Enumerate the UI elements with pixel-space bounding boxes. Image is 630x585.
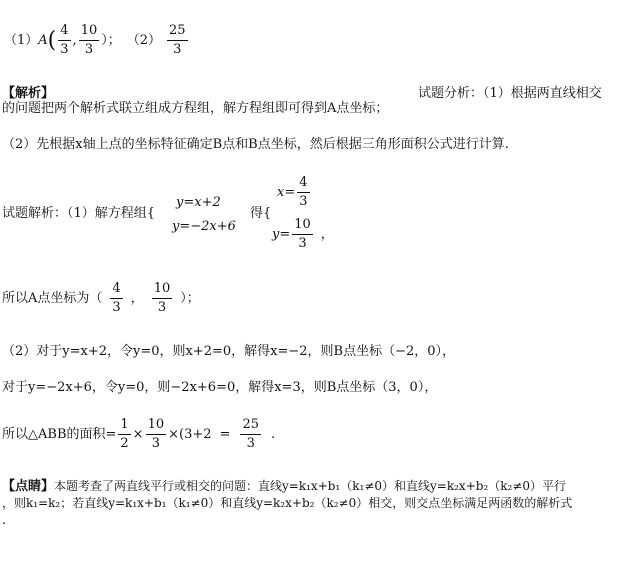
solution-coord-separator: ，	[130, 291, 144, 307]
solution-coord-close: ）；	[180, 291, 200, 307]
solution-coord-x-fraction	[110, 282, 122, 316]
answer-close-paren: ）；	[101, 33, 121, 49]
solution-area-text: 所以△ABB的面积=	[2, 427, 117, 443]
solution-area-line	[2, 418, 275, 452]
solution-x-result	[277, 176, 312, 210]
answer-area-denominator: 3	[173, 42, 182, 58]
solution-x-denominator: 3	[299, 194, 308, 210]
solution-x-lhs: x=	[277, 185, 296, 201]
answer-y-numerator: 10	[79, 24, 100, 41]
comment-line-1	[2, 480, 566, 493]
solution-area-f1-numerator: 1	[118, 418, 130, 435]
solution-area-result-denominator: 3	[246, 436, 255, 452]
answer-x-fraction	[58, 24, 70, 58]
answer-separator: ,	[72, 33, 77, 49]
solution-coord-y-denominator: 3	[157, 300, 167, 316]
solution-coord-line	[2, 282, 200, 316]
solution-get: 得{	[250, 206, 272, 221]
solution-equation-1: y=x+2	[176, 195, 221, 210]
solution-y-numerator: 10	[292, 218, 313, 235]
comment-heading: 【点睛】	[2, 479, 55, 494]
solution-y-lhs: y=	[272, 227, 291, 243]
analysis-intro-line2: 的问题把两个解析式联立组成方程组，解方程组即可得到A点坐标；	[2, 101, 389, 116]
answer-part2-label: （2）	[126, 33, 162, 49]
comment-line-2: ，则k₁=k₂；若直线y=k₁x+b₁（k₁≠0）和直线y=k₂x+b₂（k₂≠0）相交，则交点坐标满足两函数的解析式	[2, 496, 573, 510]
answer-x-numerator: 4	[58, 24, 70, 41]
comment-line-3: .	[2, 513, 7, 528]
solution-coord-y-fraction	[152, 282, 173, 316]
analysis-step2: （2）先根据x轴上点的坐标特征确定B点和B点坐标，然后根据三角形面积公式进行计算.	[2, 137, 509, 152]
solution-area-times: ×	[132, 427, 144, 443]
solution-area-f1-denominator: 2	[120, 436, 129, 452]
solution-x-fraction	[297, 176, 309, 210]
solution-area-fraction-1	[118, 418, 130, 452]
comment-text-1: 本题考查了两直线平行或相交的问题：直线y=k₁x+b₁（k₁≠0）和直线y=k₂x+b₂（k₂≠0）平行	[54, 479, 567, 493]
solution-area-fraction-2	[146, 418, 167, 452]
answer-part1-label: （1）	[4, 33, 39, 49]
solution-area-rest: ×(3+2	[168, 427, 212, 443]
answer-point-name: A	[38, 33, 48, 49]
solution-area-f2-numerator: 10	[146, 418, 167, 435]
answer-y-denominator: 3	[84, 42, 94, 58]
answer-open-paren: (	[47, 27, 57, 53]
solution-line-c: 对于y=−2x+6，令y=0，则−2x+6=0，解得x=3，则B点坐标（3，0），	[2, 380, 438, 395]
solution-coord-text: 所以A点坐标为（	[2, 291, 103, 307]
solution-y-fraction	[292, 218, 313, 252]
solution-x-numerator: 4	[297, 176, 309, 193]
answer-area-numerator: 25	[167, 24, 188, 41]
analysis-heading: 【解析】	[2, 86, 55, 101]
solution-coord-y-numerator: 10	[152, 282, 173, 299]
solution-area-f2-denominator: 3	[151, 436, 160, 452]
solution-lead: 试题解析：（1）解方程组{	[2, 206, 156, 221]
solution-area-end: .	[270, 427, 276, 443]
answer-x-denominator: 3	[60, 42, 69, 58]
solution-area-equals: =	[219, 427, 231, 443]
solution-area-result-numerator: 25	[240, 418, 261, 435]
solution-equation-2: y=−2x+6	[172, 219, 236, 234]
solution-line-b: （2）对于y=x+2，令y=0，则x+2=0，解得x=−2，则B点坐标（−2，0），	[2, 344, 456, 359]
solution-area-result-fraction	[240, 418, 261, 452]
solution-comma: ，	[320, 227, 334, 243]
solution-y-denominator: 3	[298, 236, 307, 252]
answer-area-fraction	[167, 24, 188, 58]
solution-coord-x-denominator: 3	[112, 300, 121, 316]
answer-y-fraction	[79, 24, 100, 58]
solution-coord-x-numerator: 4	[110, 282, 122, 299]
solution-y-result	[272, 218, 334, 252]
analysis-intro-right: 试题分析：（1）根据两直线相交	[418, 86, 602, 101]
answer-line	[4, 24, 190, 58]
